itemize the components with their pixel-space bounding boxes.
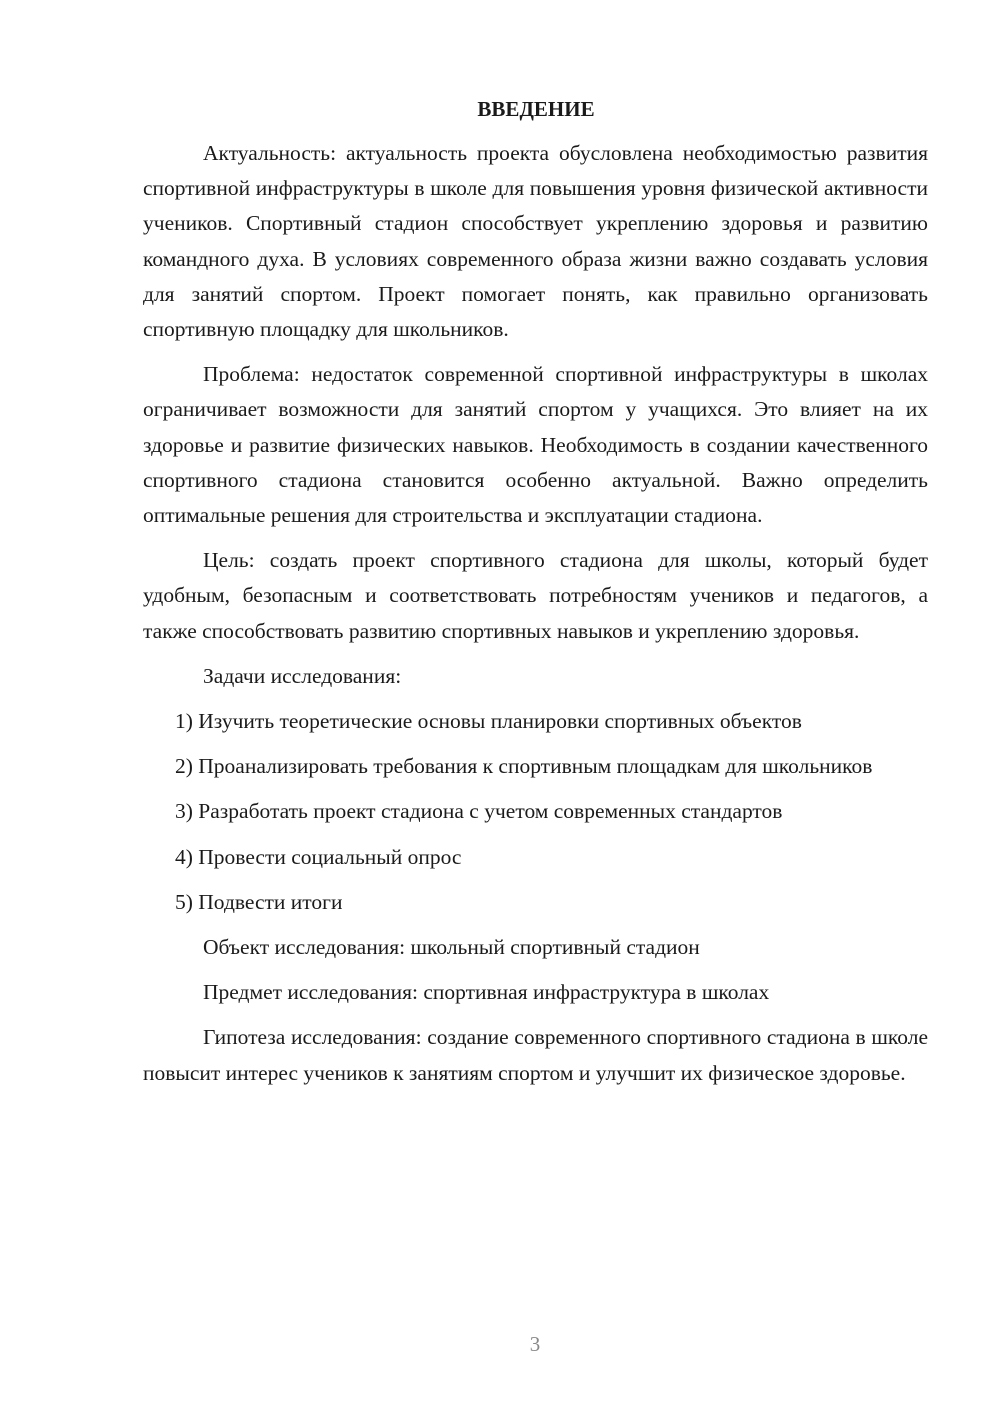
- task-item: 4) Провести социальный опрос: [175, 844, 462, 869]
- task-item: 3) Разработать проект стадиона с учетом современных стандартов: [175, 799, 783, 824]
- page-number: 3: [529, 1332, 541, 1356]
- research-subject: Предмет исследования: спортивная инфраструктура в школах: [203, 980, 770, 1005]
- tasks-heading: Задачи исследования:: [203, 663, 402, 688]
- task-item: 2) Проанализировать требования к спортивным площадкам для школьников: [175, 754, 873, 779]
- research-object: Объект исследования: школьный спортивный стадион: [203, 935, 700, 960]
- relevance-paragraph: Актуальность: актуальность проекта обусловлена необходимостью развития спортивной инфраструктуры в школе для повышения уровня физической активности учеников. Спортивный стадион способствует укреплению здоровья и развитию командного духа. В условиях современного образа жизни важно создавать условия для занятий спортом. Проект помогает понять, как правильно организовать спортивную площадку для школьников.: [143, 141, 928, 342]
- document-body: [143, 92, 928, 1101]
- task-item: 1) Изучить теоретические основы планировки спортивных объектов: [175, 709, 802, 734]
- problem-paragraph: Проблема: недостаток современной спортивной инфраструктуры в школах ограничивает возможности для занятий спортом у учащихся. Это влияет на их здоровье и развитие физических навыков. Необходимость в создании качественного спортивного стадиона становится особенно актуальной. Важно определить оптимальные решения для строительства и эксплуатации стадиона.: [143, 362, 928, 528]
- section-title: ВВЕДЕНИЕ: [477, 97, 595, 121]
- task-item: 5) Подвести итоги: [175, 889, 343, 914]
- research-hypothesis: Гипотеза исследования: создание современного спортивного стадиона в школе повысит интерес учеников к занятиям спортом и улучшит их физическое здоровье.: [143, 1025, 928, 1085]
- goal-paragraph: Цель: создать проект спортивного стадиона для школы, который будет удобным, безопасным и соответствовать потребностям учеников и педагогов, а также способствовать развитию спортивных навыков и укреплению здоровья.: [143, 548, 928, 643]
